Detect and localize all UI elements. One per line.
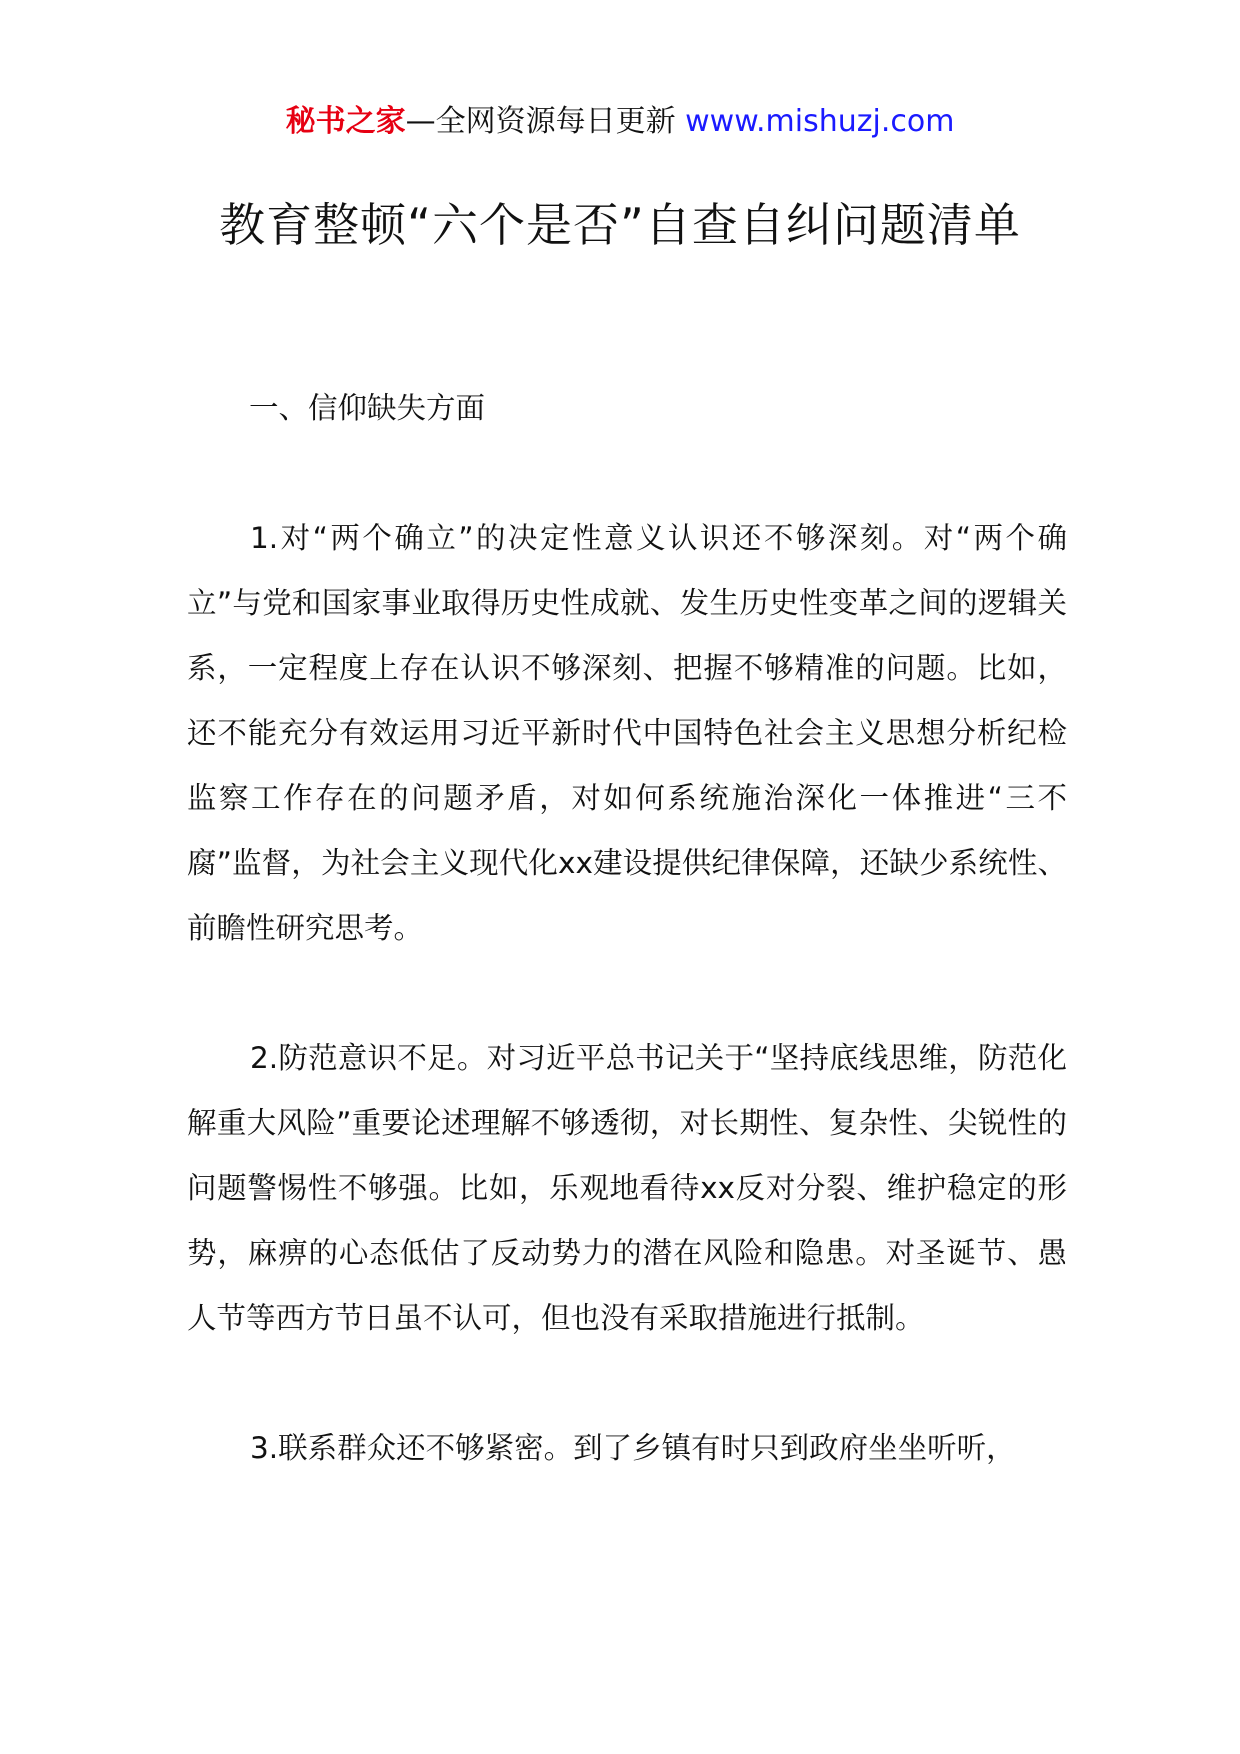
site-url: www.mishuzj.com [685,104,955,139]
paragraph-1: 1.对“两个确立”的决定性意义认识还不够深刻。对“两个确立”与党和国家事业取得历史性成就、发生历史性变革之间的逻辑关系，一定程度上存在认识不够深刻、把握不够精准的问题。比如，还不能充分有效运用习近平新时代中国特色社会主义思想分析纪检监察工作存在的问题矛盾，对如何系统施治深化一体推进“三不腐”监督，为社会主义现代化xx建设提供纪律保障，还缺少系统性、前瞻性研究思考。 [187,521,1067,945]
paragraph-3: 3.联系群众还不够紧密。到了乡镇有时只到政府坐坐听听， [250,1431,1016,1465]
paragraph-2: 2.防范意识不足。对习近平总书记关于“坚持底线思维，防范化解重大风险”重要论述理解不够透彻，对长期性、复杂性、尖锐性的问题警惕性不够强。比如，乐观地看待xx反对分裂、维护稳定的形势，麻痹的心态低估了反动势力的潜在风险和隐患。对圣诞节、愚人节等西方节日虽不认可，但也没有采取措施进行抵制。 [187,1041,1067,1335]
section-heading: 一、信仰缺失方面 [249,391,486,425]
site-brand: 秘书之家 [285,104,406,139]
site-tagline: —全网资源每日更新 [405,104,686,139]
document-title: 教育整顿“六个是否”自查自纠问题清单 [219,198,1021,252]
site-header [0,100,1240,144]
document-body [187,376,1067,1481]
